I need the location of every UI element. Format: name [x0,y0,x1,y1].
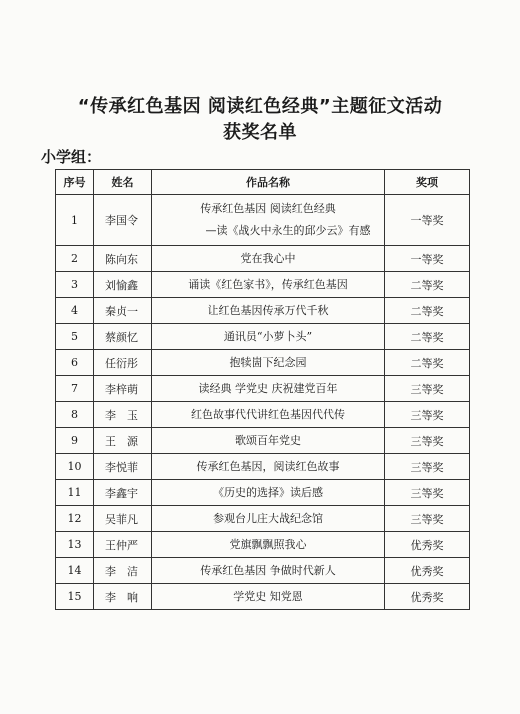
row-work-title [152,298,385,324]
row-student-name: 李梓萌 [94,376,152,402]
table-row [56,376,470,402]
work-title-line: 让红色基因传承万代千秋 [207,303,329,317]
header-name: 姓名 [94,170,152,195]
table-row [56,324,470,350]
group-label: 小学组： [41,148,102,166]
row-number: 4 [56,298,94,324]
work-title-line: 歌颂百年党史 [235,433,301,447]
row-student-name: 李悦菲 [94,454,152,480]
row-student-name: 李鑫宇 [94,480,152,506]
row-student-name: 刘愉鑫 [94,272,152,298]
header-award: 奖项 [385,170,470,195]
work-title-line: 传承红色基因，阅读红色故事 [196,459,340,473]
row-award: 三等奖 [385,402,470,428]
work-title-line: 抱犊崮下纪念园 [229,355,307,369]
work-title-line: 传承红色基因 争做时代新人 [200,563,336,577]
row-work-title [152,558,385,584]
table-row [56,246,470,272]
table-header-row [56,170,470,195]
row-number: 3 [56,272,94,298]
row-student-name: 吴菲凡 [94,506,152,532]
row-award: 优秀奖 [385,532,470,558]
row-number: 14 [56,558,94,584]
row-number: 13 [56,532,94,558]
row-number: 8 [56,402,94,428]
table-row [56,195,470,246]
row-award: 二等奖 [385,272,470,298]
row-work-title [152,324,385,350]
row-award: 三等奖 [385,454,470,480]
table-row [56,584,470,610]
row-award: 优秀奖 [385,558,470,584]
table-row [56,506,470,532]
work-title-line: 传承红色基因 阅读红色经典 [200,202,336,215]
work-title-line: 党在我心中 [240,251,296,265]
row-award: 二等奖 [385,324,470,350]
row-number: 12 [56,506,94,532]
award-table [55,169,470,610]
work-title-line: 党旗飘飘照我心 [229,537,307,551]
document-title: “传承红色基因 阅读红色经典”主题征文活动 [77,96,443,117]
row-student-name: 王仲严 [94,532,152,558]
header-work-title: 作品名称 [152,170,385,195]
row-number: 9 [56,428,94,454]
work-subtitle-line: —读《战火中永生的邱少云》有感 [205,224,371,237]
row-student-name: 蔡颜忆 [94,324,152,350]
work-title-line: 通讯员“小萝卜头” [223,329,313,343]
row-number: 10 [56,454,94,480]
row-award: 二等奖 [385,298,470,324]
table-row [56,454,470,480]
table-row [56,480,470,506]
row-student-name: 李 玉 [94,402,152,428]
row-work-title [152,376,385,402]
table-row [56,298,470,324]
row-number: 15 [56,584,94,610]
work-title-line: 学党史 知党恩 [233,589,303,603]
row-work-title [152,584,385,610]
row-work-title [152,532,385,558]
row-number: 11 [56,480,94,506]
row-work-title [152,272,385,298]
table-row [56,532,470,558]
row-award: 三等奖 [385,376,470,402]
work-title-line: 红色故事代代讲红色基因代代传 [191,407,345,421]
table-row [56,402,470,428]
row-work-title [152,480,385,506]
header-number: 序号 [56,170,94,195]
row-number: 1 [56,195,94,246]
row-student-name: 李 响 [94,584,152,610]
table-row [56,350,470,376]
row-student-name: 李 洁 [94,558,152,584]
table-row [56,558,470,584]
row-work-title [152,246,385,272]
row-award: 三等奖 [385,506,470,532]
document-subtitle: 获奖名单 [223,122,297,143]
row-student-name: 王 源 [94,428,152,454]
row-work-title [152,350,385,376]
row-number: 6 [56,350,94,376]
row-student-name: 李国令 [94,195,152,246]
row-work-title [152,454,385,480]
row-work-title [152,402,385,428]
row-award: 二等奖 [385,350,470,376]
work-title-line: 诵读《红色家书》，传承红色基因 [188,277,348,291]
row-award: 三等奖 [385,480,470,506]
row-number: 2 [56,246,94,272]
row-work-title [152,506,385,532]
row-work-title [152,428,385,454]
row-student-name: 陈向东 [94,246,152,272]
row-number: 5 [56,324,94,350]
table-row [56,272,470,298]
work-title-line: 《历史的选择》读后感 [213,485,323,499]
work-title-line: 参观台儿庄大战纪念馆 [213,511,323,525]
row-student-name: 秦贞一 [94,298,152,324]
row-number: 7 [56,376,94,402]
table-row [56,428,470,454]
row-award: 一等奖 [385,246,470,272]
row-award: 一等奖 [385,195,470,246]
work-title-line: 读经典 学党史 庆祝建党百年 [198,381,338,395]
row-student-name: 任衍彤 [94,350,152,376]
row-award: 三等奖 [385,428,470,454]
row-work-title [152,195,385,246]
row-award: 优秀奖 [385,584,470,610]
